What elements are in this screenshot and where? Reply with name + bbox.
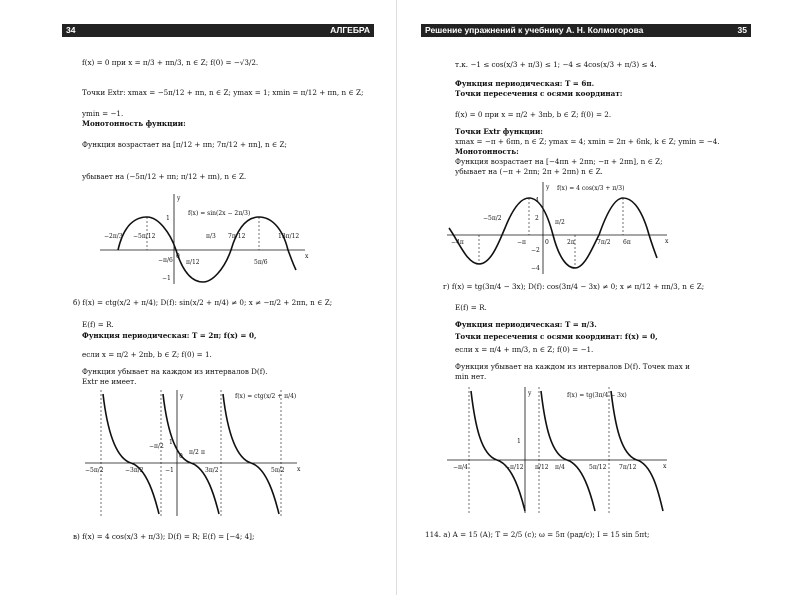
tick-label: 6π	[623, 239, 631, 246]
text-line: Функция периодическая: T = π/3.	[455, 320, 597, 329]
text-line: Функция периодическая: T = 2π; f(x) = 0,	[82, 331, 257, 340]
graph-formula: f(x) = ctg(x/2 + π/4)	[235, 393, 297, 400]
tick-label: −4π	[451, 239, 464, 246]
page-number: 34	[66, 25, 76, 35]
tick-label: 0	[179, 453, 183, 460]
text-line: Функция убывает на каждом из интервалов D(f). Точек max и	[455, 362, 690, 371]
text-line: Монотонность:	[455, 147, 519, 156]
tick-label: π	[201, 449, 205, 456]
left-header-bar	[62, 24, 374, 37]
right-page	[397, 0, 793, 595]
text-line: f(x) = 0 при x = π/3 + πn/3, n ∈ Z; f(0) = −√3/2.	[82, 58, 259, 67]
tick-label: −2	[531, 247, 540, 254]
tick-label: −π/12	[505, 464, 524, 471]
tick-label: π/3	[206, 233, 216, 240]
axis-x-label: x	[663, 463, 667, 470]
text-line: E(f) = R.	[455, 303, 487, 312]
text-line: E(f) = R.	[82, 320, 114, 329]
tick-label: 1	[166, 215, 170, 222]
tick-label: 2	[535, 215, 539, 222]
left-page	[0, 0, 396, 595]
graph-sin	[100, 192, 310, 284]
text-line: убывает на (−π + 2πn; 2π + 2πn) n ∈ Z.	[455, 167, 603, 176]
tick-label: 0	[545, 239, 549, 246]
tick-label: −1	[162, 275, 171, 282]
tick-label: −3π/2	[125, 467, 144, 474]
tick-label: π/12	[186, 259, 200, 266]
tick-label: 7π/12	[228, 233, 246, 240]
text-line: в) f(x) = 4 cos(x/3 + π/3); D(f) = R; E(f) = [−4; 4];	[73, 532, 255, 541]
text-line: Функция возрастает на [π/12 + πn; 7π/12 + πn], n ∈ Z;	[82, 140, 287, 149]
tick-label: −1	[165, 467, 174, 474]
text-line: если x = π/2 + 2πb, b ∈ Z; f(0) = 1.	[82, 350, 212, 359]
graph-formula: f(x) = 4 cos(x/3 + π/3)	[557, 185, 625, 192]
text-line: ymin = −1.	[82, 109, 124, 118]
tick-label: 3π/2	[205, 467, 219, 474]
text-line: Функция убывает на каждом из интервалов D(f).	[82, 367, 268, 376]
tick-label: 13π/12	[278, 233, 300, 240]
tick-label: −5π/12	[133, 233, 156, 240]
text-line: если x = π/4 + πn/3, n ∈ Z; f(0) = −1.	[455, 345, 594, 354]
text-line: Монотонность функции:	[82, 119, 186, 128]
tick-label: 5π/6	[254, 259, 268, 266]
graph-ctg	[85, 388, 305, 518]
graph-formula: f(x) = sin(2x − 2π/3)	[188, 210, 251, 217]
tick-label: π/2	[189, 449, 199, 456]
text-line: Точки Extr функции:	[455, 127, 543, 136]
graph-cos	[447, 180, 672, 275]
tick-label: −2π/3	[104, 233, 123, 240]
axis-y-label: y	[180, 393, 184, 400]
right-header-bar	[421, 24, 751, 37]
text-line: б) f(x) = ctg(x/2 + π/4); D(f): sin(x/2 + π/4) ≠ 0; x ≠ −π/2 + 2πn, n ∈ Z;	[73, 298, 333, 307]
text-line: 114. а) A = 15 (A); T = 2/5 (c); ω = 5π (рад/с); I = 15 sin 5πt;	[425, 530, 650, 539]
tick-label: π/4	[555, 464, 565, 471]
tick-label: −5π/2	[483, 215, 502, 222]
text-line: Точки пересечения с осями координат:	[455, 89, 623, 98]
book-title: Решение упражнений к учебнику А. Н. Колмогорова	[425, 25, 644, 35]
graph-tg	[447, 385, 672, 515]
text-line: f(x) = 0 при x = π/2 + 3πb, b ∈ Z; f(0) = 2.	[455, 110, 612, 119]
text-line: т.к. −1 ≤ cos(x/3 + π/3) ≤ 1; −4 ≤ 4cos(x/3 + π/3) ≤ 4.	[455, 60, 657, 69]
tick-label: 7π/2	[597, 239, 611, 246]
tick-label: −π/4	[453, 464, 468, 471]
axis-x-label: x	[297, 466, 301, 473]
text-line: г) f(x) = tg(3π/4 − 3x); D(f): cos(3π/4 − 3x) ≠ 0; x ≠ π/12 + πn/3, n ∈ Z;	[443, 282, 705, 291]
tick-label: π/2	[555, 219, 565, 226]
tick-label: −4	[531, 265, 540, 272]
graph-formula: f(x) = tg(3π/4 − 3x)	[567, 392, 627, 399]
text-line: Точки Extr: xmax = −5π/12 + πn, n ∈ Z; ymax = 1; xmin = π/12 + πn, n ∈ Z;	[82, 88, 364, 97]
tick-label: −π/6	[158, 257, 173, 264]
tick-label: −π	[517, 239, 526, 246]
tick-label: 1	[169, 439, 173, 446]
text-line: Точки пересечения с осями координат: f(x) = 0,	[455, 332, 658, 341]
tick-label: 4	[535, 197, 539, 204]
tick-label: 5π/12	[589, 464, 607, 471]
tick-label: 7π/12	[619, 464, 637, 471]
tick-label: 5π/2	[271, 467, 285, 474]
tick-label: π/12	[535, 464, 549, 471]
tick-label: 0	[176, 253, 180, 260]
axis-x-label: x	[665, 238, 669, 245]
tick-label: 2π	[567, 239, 575, 246]
text-line: xmax = −π + 6πn, n ∈ Z; ymax = 4; xmin = 2π + 6πk, k ∈ Z; ymin = −4.	[455, 137, 720, 146]
text-line: Extr не имеет.	[82, 377, 137, 386]
text-line: убывает на (−5π/12 + πn; π/12 + πn), n ∈ Z.	[82, 172, 247, 181]
text-line: Функция возрастает на [−4πn + 2πn; −π + 2πn], n ∈ Z;	[455, 157, 663, 166]
page-number: 35	[737, 25, 747, 35]
tick-label: −π/2	[149, 443, 164, 450]
text-line: min нет.	[455, 372, 487, 381]
tick-label: 1	[517, 438, 521, 445]
axis-x-label: x	[305, 253, 309, 260]
tick-label: −5π/2	[85, 467, 104, 474]
section-title: АЛГЕБРА	[330, 25, 370, 35]
axis-y-label: y	[546, 184, 550, 191]
axis-y-label: y	[528, 390, 532, 397]
axis-y-label: y	[177, 195, 181, 202]
text-line: Функция периодическая: T = 6π.	[455, 79, 595, 88]
